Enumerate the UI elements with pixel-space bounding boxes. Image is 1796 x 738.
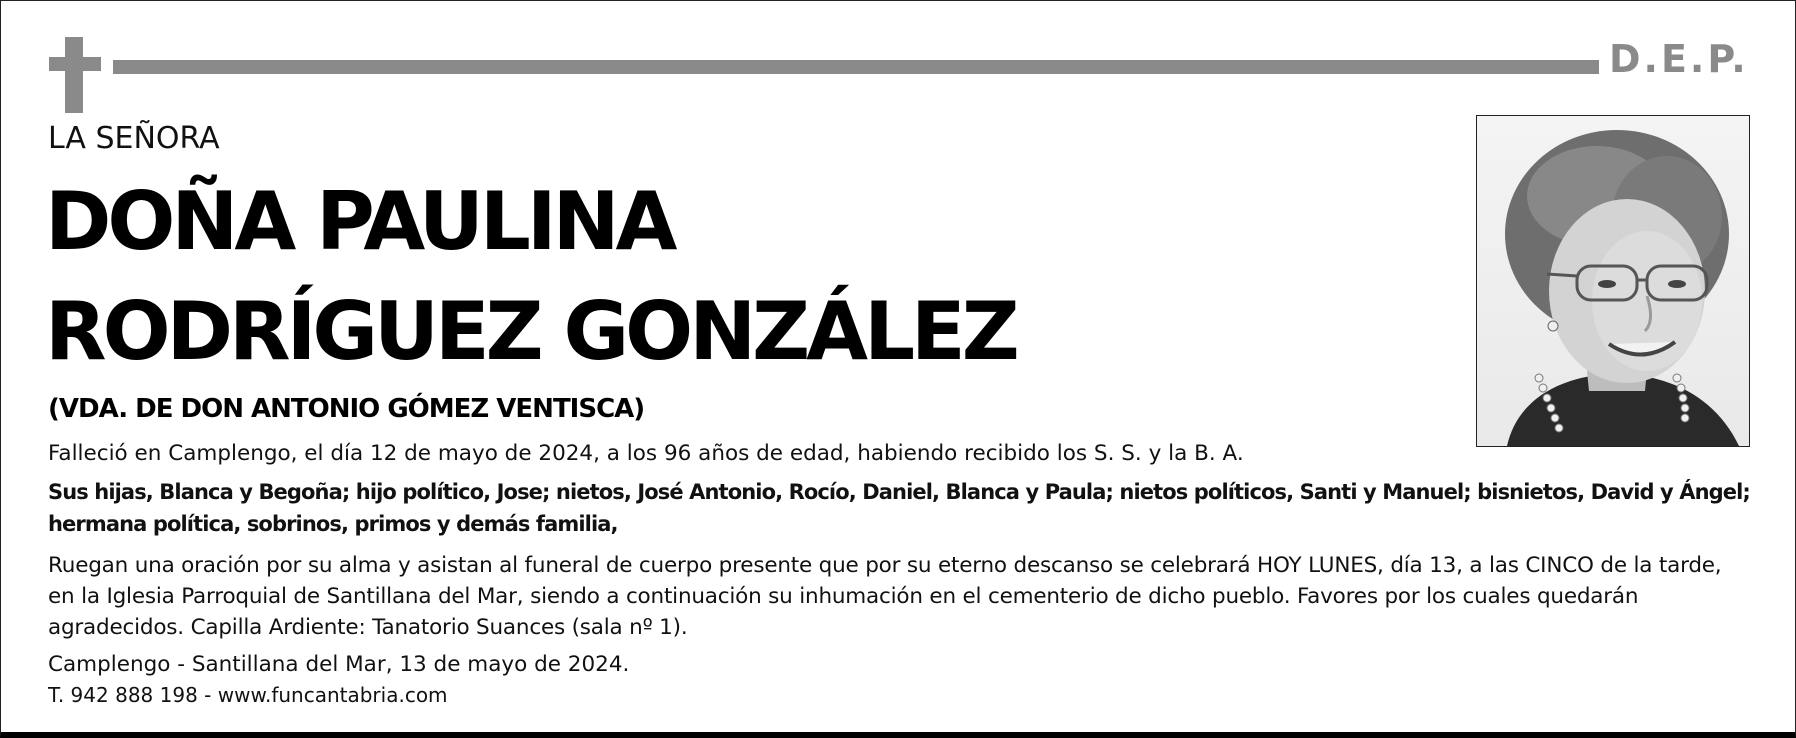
family-line-1: Sus hijas, Blanca y Begoña; hijo político, Jose; nietos, José Antonio, Rocío, Daniel, Blanca y Paula; nietos políticos, Santi y Manuel; bisnietos, David y Ángel; [48, 480, 1750, 504]
prayer-line-2: en la Iglesia Parroquial de Santillana del Mar, siendo a continuación su inhumación en el cementerio de dicho pueblo. Favores por los cuales quedarán [48, 584, 1639, 609]
dep-label: D.E.P. [1609, 37, 1749, 81]
prayer-line-1: Ruegan una oración por su alma y asistan al funeral de cuerpo presente que por su eterno descanso se celebrará HOY LUNES, día 13, a las CINCO de la tarde, [48, 553, 1722, 578]
contact-line: T. 942 888 198 - www.funcantabria.com [48, 683, 448, 707]
family-list [48, 476, 1750, 540]
portrait-photo [1476, 115, 1750, 447]
salutation: LA SEÑORA [48, 121, 220, 156]
death-notice: Falleció en Camplengo, el día 12 de mayo de 2024, a los 96 años de edad, habiendo recibido los S. S. y la B. A. [48, 441, 1244, 466]
family-line-2: hermana política, sobrinos, primos y demás familia, [48, 512, 618, 536]
deceased-name [45, 167, 1016, 387]
place-date: Camplengo - Santillana del Mar, 13 de mayo de 2024. [48, 652, 630, 677]
cross-icon [49, 37, 101, 113]
name-line-2: RODRÍGUEZ GONZÁLEZ [45, 285, 1016, 378]
portrait-illustration [1477, 116, 1749, 446]
funeral-details [48, 550, 1721, 643]
prayer-line-3: agradecidos. Capilla Ardiente: Tanatorio Suances (sala nº 1). [48, 615, 688, 640]
widow-line: (VDA. DE DON ANTONIO GÓMEZ VENTISCA) [48, 394, 645, 424]
name-line-1: DOÑA PAULINA [45, 175, 674, 268]
header-rule [113, 60, 1599, 74]
